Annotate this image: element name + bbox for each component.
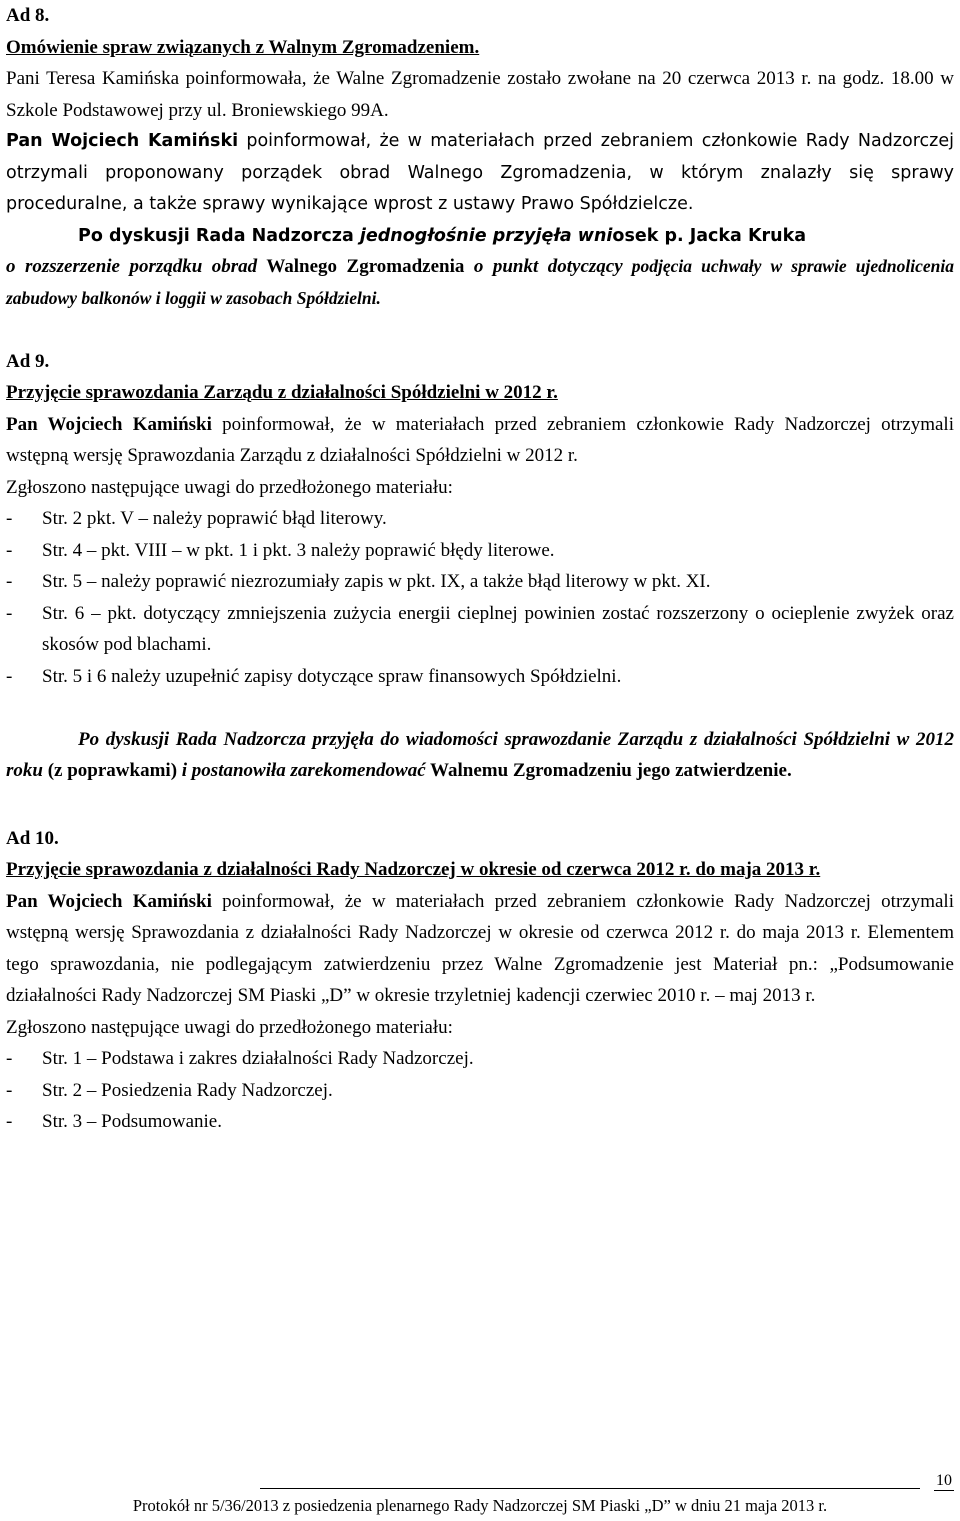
list-item [6,1043,954,1075]
list-item-text: Str. 5 – należy poprawić niezrozumiały zapis w pkt. IX, a także błąd literowy w pkt. XI. [42,571,711,592]
speaker-name: Pan Wojciech Kamiński [6,890,212,912]
speaker-name: Pan Wojciech Kamiński [6,131,239,151]
list-dash: - [6,571,13,592]
resolution-part-c: osek p. Jacka Kruka [612,225,807,246]
list-item [6,598,954,661]
ad10-paragraph-1 [6,886,954,1012]
list-dash: - [6,508,13,529]
list-item-text: Str. 6 – pkt. dotyczący zmniejszenia zużycia energii cieplnej powinien zostać rozszerzony o ocieplenie zwyżek oraz skosów pod blachami. [42,602,954,655]
ad9-heading: Ad 9. [6,350,50,372]
ad9-paragraph-1-text: poinformował, że w materiałach przed zebraniem członkowie Rady Nadzorczej otrzymali wstępną wersję Sprawozdania Zarządu z działalności Spółdzielni w 2012 r. [6,413,954,466]
list-item [6,566,954,598]
list-dash: - [6,1079,13,1101]
page-footer: Protokół nr 5/36/2013 z posiedzenia plenarnego Rady Nadzorczej SM Piaski „D” w dniu 21 maja 2013 r. [132,1496,828,1515]
decision-part-b: (z poprawkami) [42,760,182,781]
decision-part-c: i postanowiła zarekomendować [181,760,426,781]
footer-divider [260,1488,920,1489]
resolution-part-a: Po dyskusji Rada Nadzorcza [78,225,360,246]
ad8-resolution-cont [6,251,954,314]
list-item [6,1075,954,1107]
ad10-title: Przyjęcie sprawozdania z działalności Rady Nadzorczej w okresie od czerwca 2012 r. do maja 2013 r. [6,859,821,880]
list-dash: - [6,539,13,561]
page-number: 10 [936,1472,952,1489]
ad10-paragraph-2: Zgłoszono następujące uwagi do przedłożonego materiału: [6,1016,453,1038]
ad8-paragraph-2 [6,126,954,221]
resolution-part-f: o punkt dotyczący [473,256,623,277]
list-dash: - [6,1111,13,1132]
ad9-paragraph-1 [6,409,954,472]
ad9-paragraph-2: Zgłoszono następujące uwagi do przedłożonego materiału: [6,476,453,498]
list-dash: - [6,1048,13,1069]
list-item [6,503,954,535]
ad8-heading: Ad 8. [6,5,50,26]
ad8-title: Omówienie spraw związanych z Walnym Zgromadzeniem. [6,36,480,58]
ad9-decision [6,724,954,787]
list-item-text: Str. 2 – Posiedzenia Rady Nadzorczej. [42,1079,333,1101]
ad10-remarks-list [6,1043,954,1138]
ad10-heading: Ad 10. [6,827,59,849]
resolution-part-g: podjęcia uchwały w sprawie ujednolicenia zabudowy balkonów i loggii w zasobach Spółdzielni. [6,256,954,308]
list-item-text: Str. 3 – Podsumowanie. [42,1111,222,1132]
decision-part-a: Po dyskusji Rada Nadzorcza przyjęła do wiadomości sprawozdanie Zarządu z działalności Spółdzielni w 2012 roku [6,728,954,781]
list-item-text: Str. 1 – Podstawa i zakres działalności Rady Nadzorczej. [42,1048,474,1069]
ad8-paragraph-1: Pani Teresa Kamińska poinformowała, że Walne Zgromadzenie zostało zwołane na 20 czerwca 2013 r. na godz. 18.00 w Szkole Podstawowej przy ul. Broniewskiego 99A. [6,68,954,121]
ad10-paragraph-1-text: poinformował, że w materiałach przed zebraniem członkowie Rady Nadzorczej otrzymali wstępną wersję Sprawozdania z działalności Rady Nadzorczej w okresie od czerwca 2012 r. do maja 2013 r. Elementem tego sprawozdania, nie podlegającym zatwierdzeniu przez Walne Zgromadzenie jest Materiał pn.: „Podsumowanie działalności Rady Nadzorczej SM Piaski „D” w okresie trzyletniej kadencji czerwiec 2010 r. – maj 2013 r. [6,890,954,1006]
resolution-part-b: jednogłośnie przyjęła wni [359,225,613,246]
list-dash: - [6,602,13,624]
document-page [6,0,954,1138]
ad9-title: Przyjęcie sprawozdania Zarządu z działalności Spółdzielni w 2012 r. [6,382,558,403]
ad8-resolution [6,221,954,253]
list-item [6,535,954,567]
list-item-text: Str. 5 i 6 należy uzupełnić zapisy dotyczące spraw finansowych Spółdzielni. [42,665,622,687]
ad9-remarks-list [6,503,954,692]
resolution-part-e: Walnego Zgromadzenia [257,256,474,277]
speaker-name: Pan Wojciech Kamiński [6,413,212,435]
ad8-paragraph-2-text: poinformował, że w materiałach przed zebraniem członkowie Rady Nadzorczej otrzymali proponowany porządek obrad Walnego Zgromadzenia, w którym znalazły się sprawy proceduralne, a także sprawy wynikające wprost z ustawy Prawo Spółdzielcze. [6,131,954,214]
resolution-part-d: o rozszerzenie porządku obrad [6,256,258,277]
list-item [6,661,954,693]
list-dash: - [6,665,13,687]
list-item-text: Str. 4 – pkt. VIII – w pkt. 1 i pkt. 3 należy poprawić błędy literowe. [42,539,555,561]
list-item-text: Str. 2 pkt. V – należy poprawić błąd literowy. [42,508,387,529]
list-item [6,1106,954,1138]
decision-part-d: Walnemu Zgromadzeniu jego zatwierdzenie. [425,760,792,781]
